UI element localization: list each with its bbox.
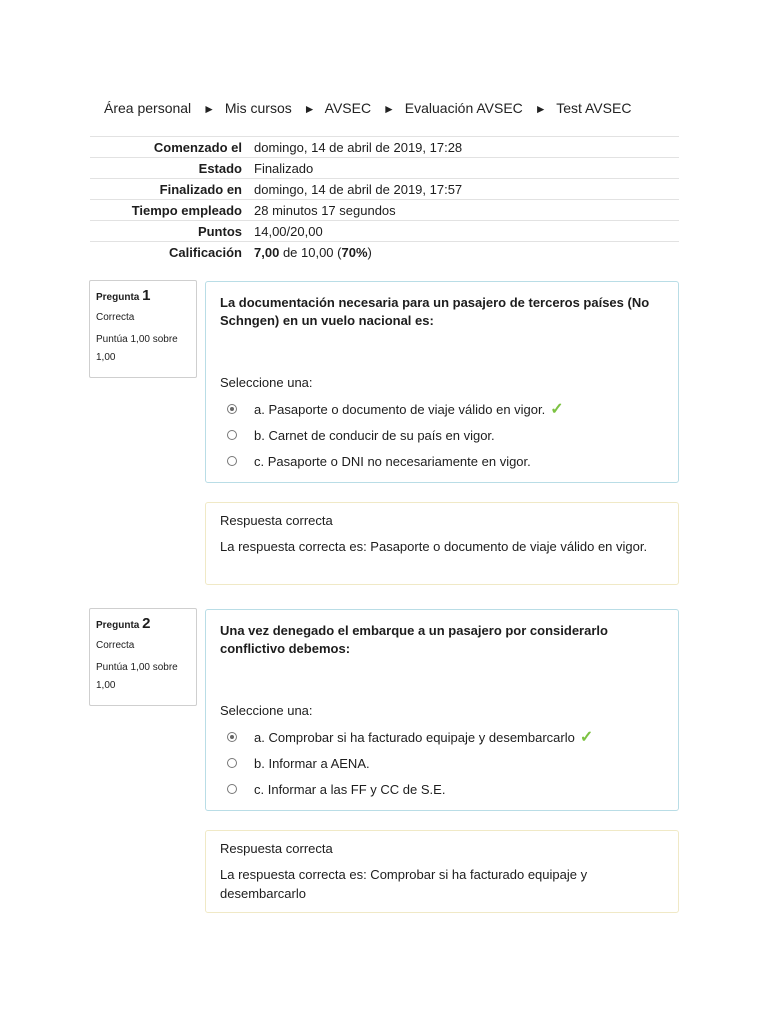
summary-value <box>249 242 679 263</box>
summary-label: Tiempo empleado <box>90 200 249 221</box>
grade-of: de 10,00 ( <box>282 244 342 260</box>
summary-row-grade <box>90 242 679 263</box>
answer-option-c[interactable] <box>220 448 664 474</box>
question-number-value: 2 <box>142 615 151 632</box>
separator-icon: ► <box>303 102 316 116</box>
check-icon: ✓ <box>579 729 594 746</box>
question-info-1 <box>89 280 197 378</box>
summary-row-started <box>90 137 679 158</box>
answer-option-c[interactable] <box>220 776 664 802</box>
breadcrumb <box>104 100 631 116</box>
radio-unselected[interactable] <box>227 784 237 794</box>
question-state: Correcta <box>96 312 135 323</box>
right-answer: La respuesta correcta es: Comprobar si ha facturado equipaje y desembarcarlo <box>220 867 588 901</box>
breadcrumb-link-test[interactable]: Test AVSEC <box>556 100 632 116</box>
check-icon: ✓ <box>550 401 564 418</box>
question-feedback-1 <box>205 502 679 585</box>
summary-row-time <box>90 200 679 221</box>
answer-option-b[interactable] <box>220 750 664 776</box>
option-label: a. Pasaporte o documento de viaje válido en vigor. <box>254 401 546 417</box>
summary-label: Estado <box>90 158 249 179</box>
question-number <box>96 615 196 632</box>
breadcrumb-link-area-personal[interactable]: Área personal <box>104 100 192 116</box>
grade-percent: 70% <box>341 244 368 260</box>
summary-row-finished <box>90 179 679 200</box>
question-label: Pregunta <box>96 620 140 631</box>
answer-option-a[interactable] <box>220 724 664 750</box>
option-label: c. Pasaporte o DNI no necesariamente en vigor. <box>254 453 531 469</box>
summary-row-state <box>90 158 679 179</box>
feedback-title: Respuesta correcta <box>220 513 333 528</box>
summary-row-points <box>90 221 679 242</box>
question-grade: Puntúa 1,00 sobre 1,00 <box>96 334 178 363</box>
attempt-summary-table <box>90 136 679 262</box>
question-grade: Puntúa 1,00 sobre 1,00 <box>96 662 178 691</box>
summary-label: Calificación <box>90 242 249 263</box>
question-state: Correcta <box>96 640 135 651</box>
breadcrumb-link-mis-cursos[interactable]: Mis cursos <box>224 100 292 116</box>
answer-prompt: Seleccione una: <box>220 375 313 390</box>
separator-icon: ► <box>534 102 547 116</box>
radio-selected[interactable] <box>227 732 237 742</box>
answer-option-b[interactable] <box>220 422 664 448</box>
summary-value: domingo, 14 de abril de 2019, 17:57 <box>249 179 679 200</box>
answer-options <box>220 396 664 474</box>
radio-unselected[interactable] <box>227 758 237 768</box>
summary-value: Finalizado <box>249 158 679 179</box>
question-formulation-1 <box>205 281 679 483</box>
summary-value: domingo, 14 de abril de 2019, 17:28 <box>249 137 679 158</box>
question-text: Una vez denegado el embarque a un pasajero por considerarlo conflictivo debemos: <box>220 623 608 656</box>
answer-option-a[interactable] <box>220 396 664 422</box>
question-label: Pregunta <box>96 292 140 303</box>
breadcrumb-link-evaluacion[interactable]: Evaluación AVSEC <box>404 100 523 116</box>
option-label: a. Comprobar si ha facturado equipaje y desembarcarlo <box>254 729 575 745</box>
question-text: La documentación necesaria para un pasajero de terceros países (No Schngen) en un vuelo nacional es: <box>220 295 650 328</box>
breadcrumb-link-avsec[interactable]: AVSEC <box>324 100 372 116</box>
question-info-2 <box>89 608 197 706</box>
separator-icon: ► <box>382 102 395 116</box>
answer-prompt: Seleccione una: <box>220 703 313 718</box>
question-number-value: 1 <box>142 287 151 304</box>
radio-unselected[interactable] <box>227 430 237 440</box>
answer-options <box>220 724 664 802</box>
radio-unselected[interactable] <box>227 456 237 466</box>
summary-label: Puntos <box>90 221 249 242</box>
grade-close: ) <box>367 244 372 260</box>
question-feedback-2 <box>205 830 679 913</box>
separator-icon: ► <box>203 102 215 116</box>
summary-label: Comenzado el <box>90 137 249 158</box>
feedback-title: Respuesta correcta <box>220 841 333 856</box>
summary-value: 14,00/20,00 <box>249 221 679 242</box>
summary-label: Finalizado en <box>90 179 249 200</box>
right-answer: La respuesta correcta es: Pasaporte o documento de viaje válido en vigor. <box>220 539 648 554</box>
option-label: c. Informar a las FF y CC de S.E. <box>254 781 446 797</box>
option-label: b. Informar a AENA. <box>254 755 370 771</box>
question-formulation-2 <box>205 609 679 811</box>
radio-selected[interactable] <box>227 404 237 414</box>
option-label: b. Carnet de conducir de su país en vigor. <box>254 427 495 443</box>
grade-score: 7,00 <box>254 244 280 260</box>
question-number <box>96 287 196 304</box>
summary-value: 28 minutos 17 segundos <box>249 200 679 221</box>
